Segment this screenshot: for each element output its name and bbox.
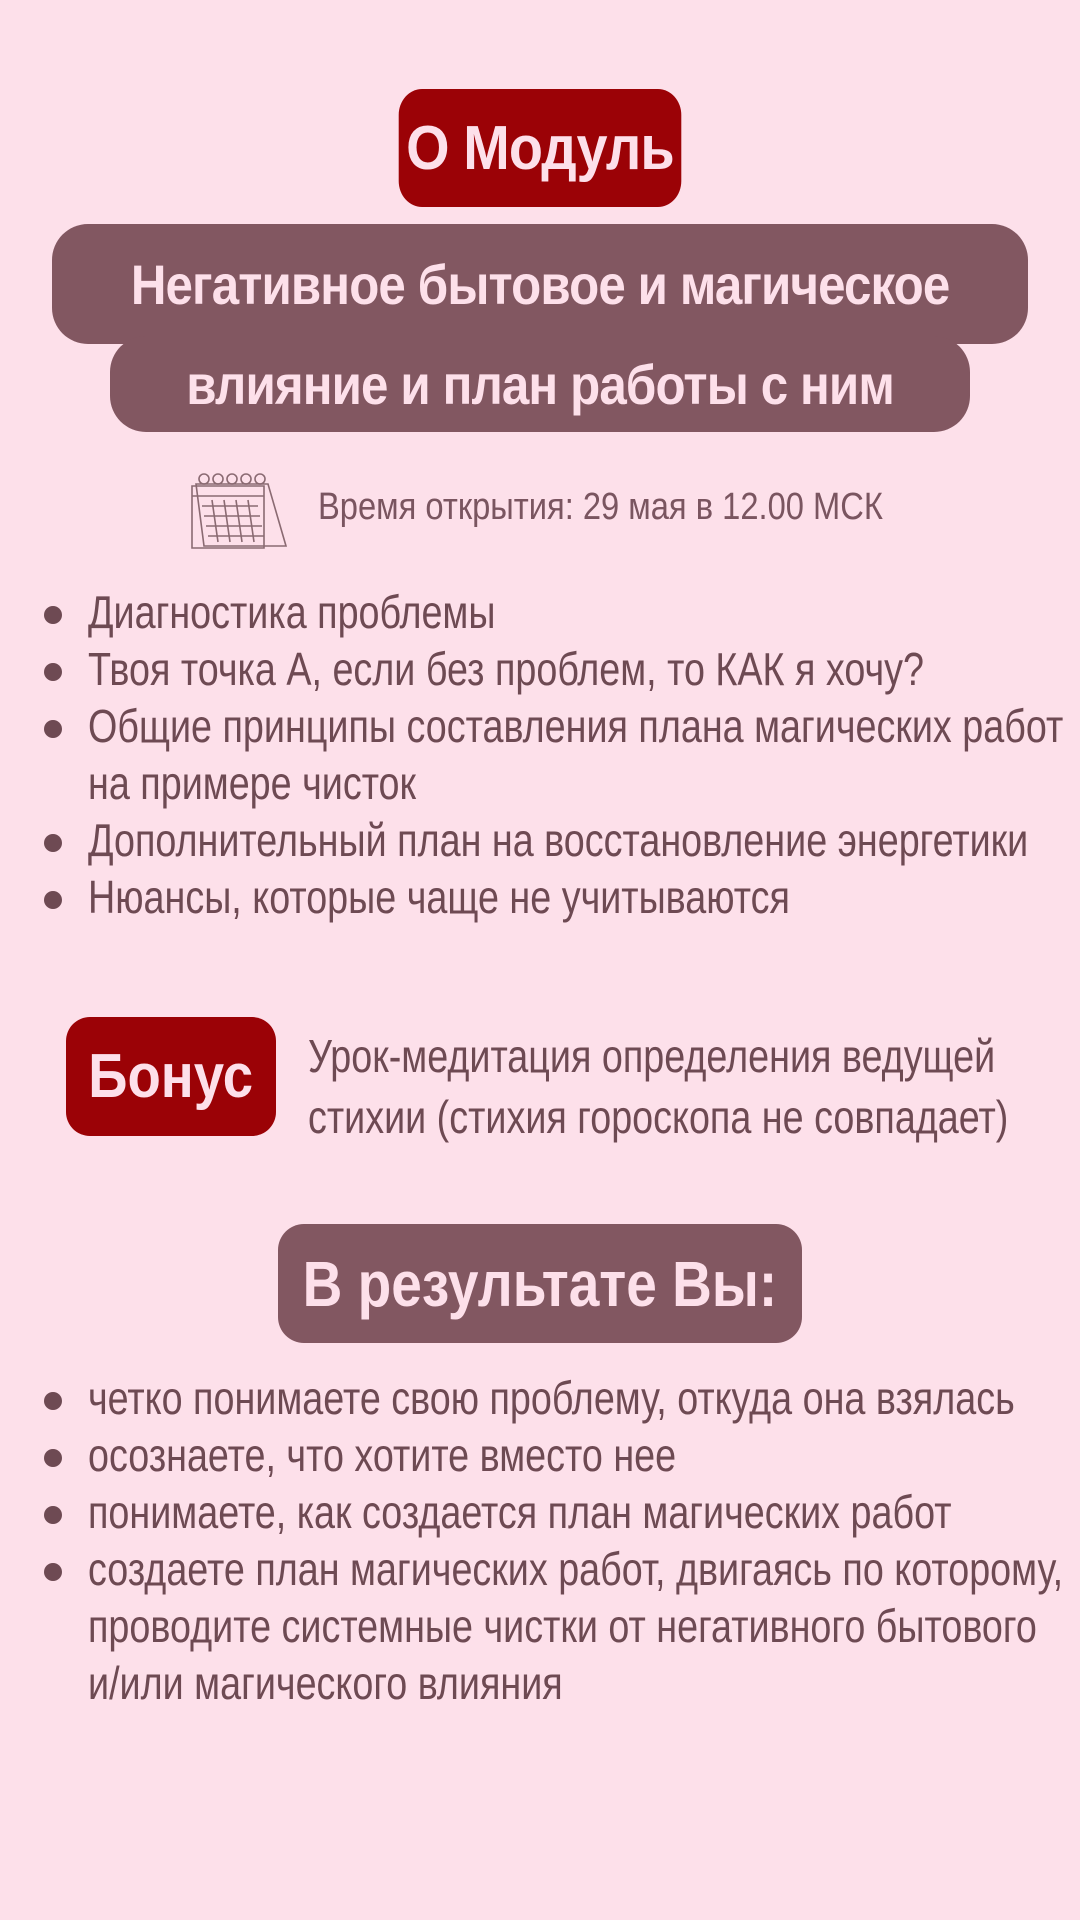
module-badge-label: О Модуль [406, 113, 674, 183]
result-text: создаете план магических работ, двигаясь по которому, проводите системные чистки от негативного бытового и/или магического влияния [88, 1543, 1064, 1709]
bonus-badge-label: Бонус [88, 1042, 254, 1111]
topic-text: Твоя точка А, если без проблем, то КАК я хочу? [88, 643, 925, 695]
module-title-line2-box [110, 336, 970, 432]
module-badge [399, 89, 682, 207]
bonus-text-line2: стихии (стихия гороскопа не совпадает) [308, 1091, 1009, 1143]
list-item [40, 812, 1070, 869]
list-item [40, 1484, 1070, 1541]
list-item [40, 1427, 1070, 1484]
bullet-dot [44, 1449, 62, 1467]
list-item [40, 869, 1070, 926]
bullet-dot [44, 1392, 62, 1410]
bullet-dot [44, 663, 62, 681]
module-title-line2: влияние и план работы с ним [186, 352, 894, 416]
results-heading-badge [278, 1224, 802, 1343]
bonus-badge [66, 1017, 276, 1136]
bullet-dot [44, 834, 62, 852]
result-text: осознаете, что хотите вместо нее [88, 1429, 677, 1481]
result-text: понимаете, как создается план магических работ [88, 1486, 952, 1538]
topic-text: Нюансы, которые чаще не учитываются [88, 871, 790, 923]
list-item [40, 698, 1070, 812]
bonus-description [308, 1026, 1009, 1148]
topics-list [40, 584, 1070, 926]
topic-text: Общие принципы составления плана магических работ на примере чисток [88, 700, 1064, 809]
bullet-dot [44, 606, 62, 624]
result-text: четко понимаете свою проблему, откуда она взялась [88, 1372, 1015, 1424]
list-item [40, 1541, 1070, 1712]
topic-text: Дополнительный план на восстановление энергетики [88, 814, 1029, 866]
open-time-text: Время открытия: 29 мая в 12.00 МСК [318, 486, 883, 528]
results-heading: В результате Вы: [302, 1247, 778, 1320]
results-list [40, 1370, 1070, 1712]
module-title-line1: Негативное бытовое и магическое [130, 252, 950, 316]
list-item [40, 1370, 1070, 1427]
bullet-dot [44, 1563, 62, 1581]
bullet-dot [44, 1506, 62, 1524]
list-item [40, 641, 1070, 698]
bullet-dot [44, 891, 62, 909]
bonus-text-line1: Урок-медитация определения ведущей [308, 1030, 996, 1082]
module-title-line1-box [52, 224, 1028, 344]
list-item [40, 584, 1070, 641]
bullet-dot [44, 720, 62, 738]
calendar-icon [182, 470, 292, 552]
topic-text: Диагностика проблемы [88, 586, 496, 638]
